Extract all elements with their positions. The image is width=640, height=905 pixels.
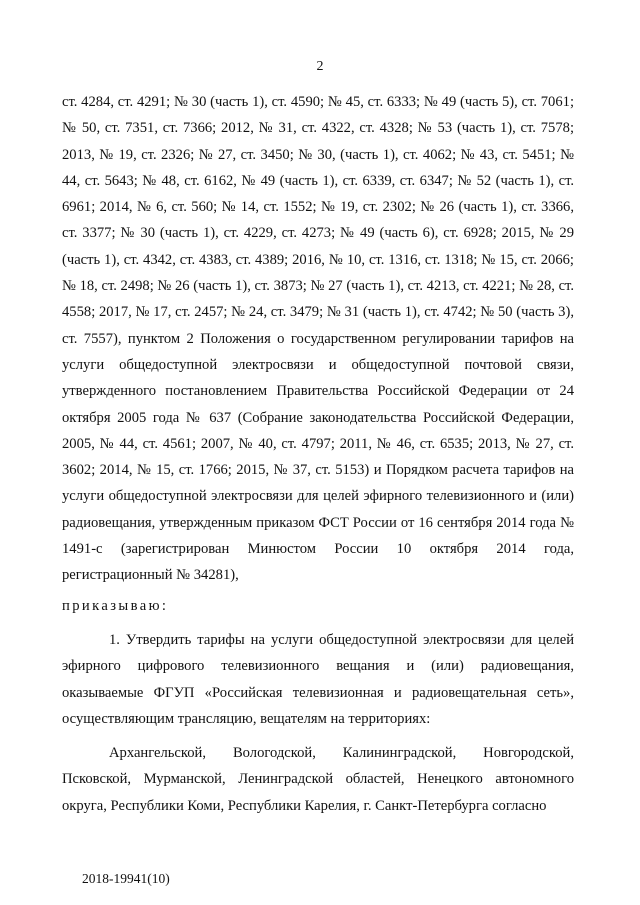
page-number: 2 xyxy=(316,59,324,74)
intro-paragraph: ст. 4284, ст. 4291; № 30 (часть 1), ст. 4590; № 45, ст. 6333; № 49 (часть 5), ст. 7061; № 50, ст. 7351, ст. 7366; 2012, № 31, ст. 4322, ст. 4328; № 53 (часть 1), ст. 7578; 2013, № 19, ст. 2326; № 27, ст. 3450; № 30, (часть 1), ст. 4062; № 43, ст. 5451; № 44, ст. 5643; № 48, ст. 6162, № 49 (часть 1), ст. 6339, ст. 6347; № 52 (часть 1), ст. 6961; 2014, № 6, ст. 560; № 14, ст. 1552; № 19, ст. 2302; № 26 (часть 1), ст. 3366, ст. 3377; № 30 (часть 1), ст. 4229, ст. 4273; № 49 (часть 6), ст. 6928; 2015, № 29 (часть 1), ст. 4342, ст. 4383, ст. 4389; 2016, № 10, ст. 1316, ст. 1318; № 15, ст. 2066; № 18, ст. 2498; № 26 (часть 1), ст. 3873; № 27 (часть 1), ст. 4213, ст. 4221; № 28, ст. 4558; 2017, № 17, ст. 2457; № 24, ст. 3479; № 31 (часть 1), ст. 4742; № 50 (часть 3), ст. 7557), пунктом 2 Положения о государственном регулировании тарифов на услуги общедоступной электросвязи и общедоступной почтовой связи, утвержденного постановлением Правительства Российской Федерации от 24 октября 2005 года № 637 (Собрание законодательства Российской Федерации, 2005, № 44, ст. 4561; 2007, № 40, ст. 4797; 2011, № 46, ст. 6535; 2013, № 27, ст. 3602; 2014, № 15, ст. 1766; 2015, № 37, ст. 5153) и Порядком расчета тарифов на услуги общедоступной электросвязи для целей эфирного телевизионного и (или) радиовещания, утвержденным приказом ФСТ России от 16 сентября 2014 года № 1491-с (зарегистрирован Минюстом России 10 октября 2014 года, регистрационный № 34281), xyxy=(62,94,574,584)
document-number: 2018-19941(10) xyxy=(82,871,170,886)
regions-paragraph: Архангельской, Вологодской, Калининградской, Новгородской, Псковской, Мурманской, Ленинградской областей, Ненецкого автономного округа, Республики Коми, Республики Карелия, г. Санкт-Петербурга согласно xyxy=(62,745,574,814)
document-body xyxy=(62,89,574,819)
item-1-paragraph: 1. Утвердить тарифы на услуги общедоступной электросвязи для целей эфирного цифрового телевизионного вещания и (или) радиовещания, оказываемые ФГУП «Российская телевизионная и радиовещательная сеть», осуществляющим трансляцию, вещателям на территориях: xyxy=(62,631,574,727)
order-word: приказываю: xyxy=(62,597,169,614)
